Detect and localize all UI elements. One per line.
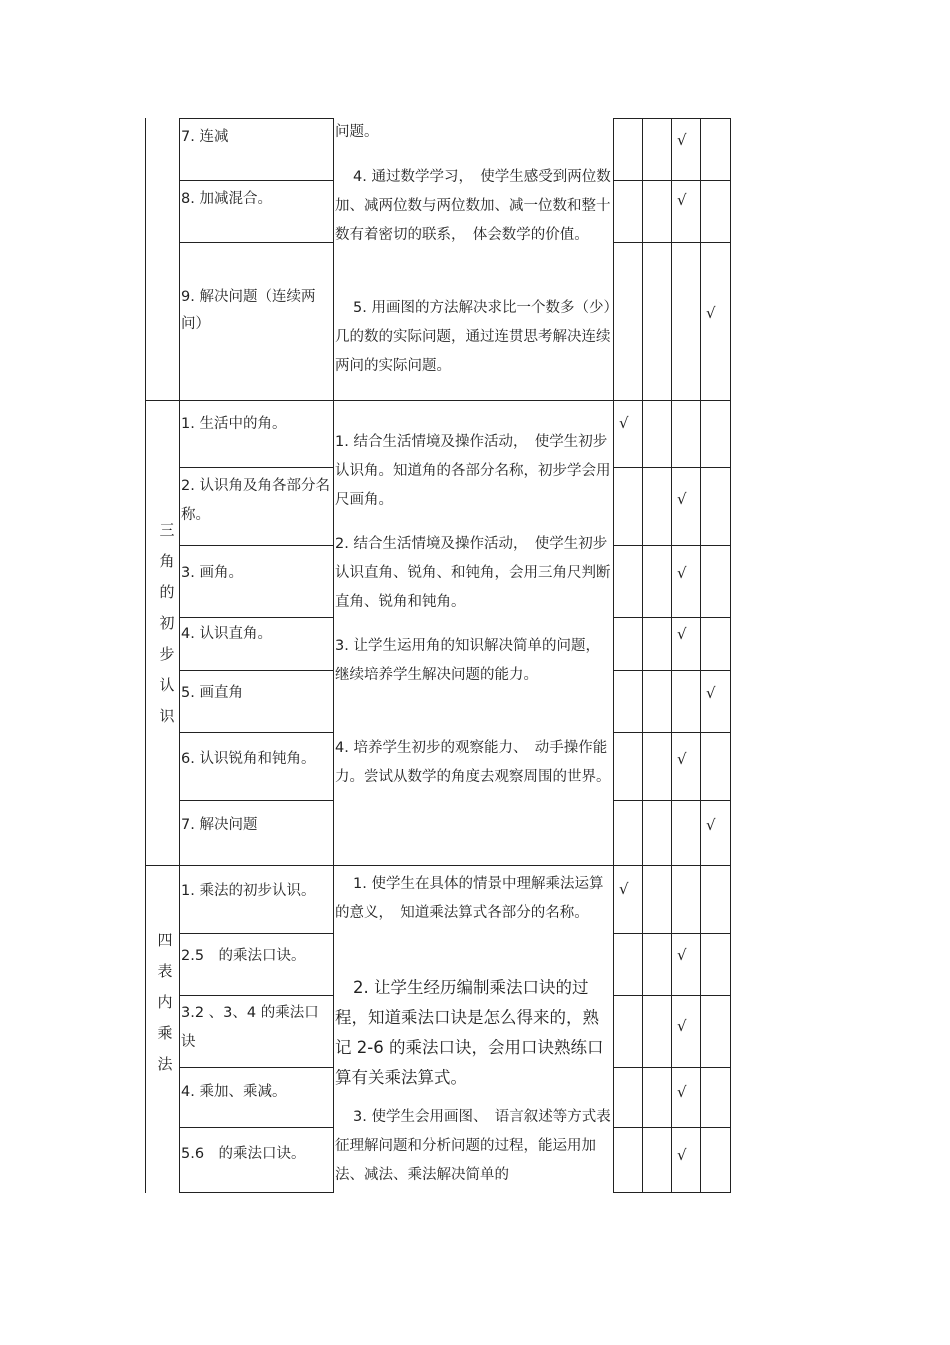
unit-title-char: 四 <box>157 931 173 949</box>
check-mark: √ <box>677 564 687 582</box>
check-mark: √ <box>677 490 687 508</box>
unit-title <box>148 925 182 1080</box>
unit-title-char: 角 <box>159 552 175 570</box>
unit-title-char: 初 <box>159 614 175 632</box>
check-mark: √ <box>677 191 687 209</box>
objective-text: 2. 结合生活情境及操作活动， 使学生初步认识直角、锐角、和钝角，会用三角尺判断直角、锐角和钝角。 <box>335 536 611 610</box>
check-mark: √ <box>677 750 687 768</box>
objective-text: 4. 培养学生初步的观察能力、 动手操作能力。尝试从数学的角度去观察周围的世界。 <box>335 740 611 785</box>
objective-text: 2. 让学生经历编制乘法口诀的过程，知道乘法口诀是怎么得来的，熟记 2-6 的乘法口诀，会用口诀熟练口算有关乘法算式。 <box>335 978 604 1087</box>
lesson-cell: 9. 解决问题（连续两问） <box>181 289 316 332</box>
lesson-cell: 7. 解决问题 <box>181 817 258 833</box>
lesson-cell: 3.2 、3、4 的乘法口诀 <box>181 1005 319 1050</box>
lesson-cell: 1. 生活中的角。 <box>181 416 287 432</box>
unit-title-char: 法 <box>157 1055 173 1073</box>
check-mark: √ <box>706 304 716 322</box>
unit-title-char: 识 <box>159 707 175 725</box>
objective-text: 5. 用画图的方法解决求比一个数多（少）几的数的实际问题，通过连贯思考解决连续两问的实际问题。 <box>335 300 611 374</box>
check-mark: √ <box>677 131 687 149</box>
objective-text: 1. 使学生在具体的情景中理解乘法运算的意义， 知道乘法算式各部分的名称。 <box>335 876 604 921</box>
objective-text: 3. 使学生会用画图、 语言叙述等方式表征理解问题和分析问题的过程，能运用加法、减法、乘法解决简单的 <box>335 1109 611 1183</box>
check-mark: √ <box>677 946 687 964</box>
lesson-cell: 6. 认识锐角和钝角。 <box>181 751 316 767</box>
unit-title-char: 表 <box>157 962 173 980</box>
lesson-cell: 4. 乘加、乘减。 <box>181 1084 287 1100</box>
unit-title <box>150 515 184 732</box>
unit-title-char: 步 <box>159 645 175 663</box>
check-mark: √ <box>677 1017 687 1035</box>
objective-text: 1. 结合生活情境及操作活动， 使学生初步认识角。知道角的各部分名称，初步学会用尺画角。 <box>335 434 611 508</box>
check-mark: √ <box>677 1083 687 1101</box>
objective-text: 问题。 <box>335 124 379 140</box>
check-mark: √ <box>619 414 629 432</box>
lesson-cell: 8. 加减混合。 <box>181 191 272 207</box>
lesson-cell: 2.5 的乘法口诀。 <box>181 948 306 964</box>
unit-title-char: 内 <box>157 993 173 1011</box>
objective-text: 4. 通过数学学习， 使学生感受到两位数加、减两位数与两位数加、减一位数和整十数有着密切的联系， 体会数学的价值。 <box>335 169 611 243</box>
objective-text: 3. 让学生运用角的知识解决简单的问题，继续培养学生解决问题的能力。 <box>335 638 600 683</box>
check-mark: √ <box>677 625 687 643</box>
check-mark: √ <box>706 816 716 834</box>
check-mark: √ <box>706 684 716 702</box>
lesson-cell: 4. 认识直角。 <box>181 626 272 642</box>
check-mark: √ <box>677 1146 687 1164</box>
lesson-cell: 5.6 的乘法口诀。 <box>181 1146 306 1162</box>
lesson-cell: 7. 连减 <box>181 129 229 145</box>
unit-title-char: 乘 <box>157 1024 173 1042</box>
unit-title-char: 三 <box>159 521 175 539</box>
lesson-cell: 5. 画直角 <box>181 685 243 701</box>
lesson-cell: 1. 乘法的初步认识。 <box>181 883 316 899</box>
lesson-cell: 3. 画角。 <box>181 565 243 581</box>
unit-title-char: 认 <box>159 676 175 694</box>
unit-title-char: 的 <box>159 583 175 601</box>
check-mark: √ <box>619 880 629 898</box>
lesson-cell: 2. 认识角及角各部分名称。 <box>181 478 330 523</box>
